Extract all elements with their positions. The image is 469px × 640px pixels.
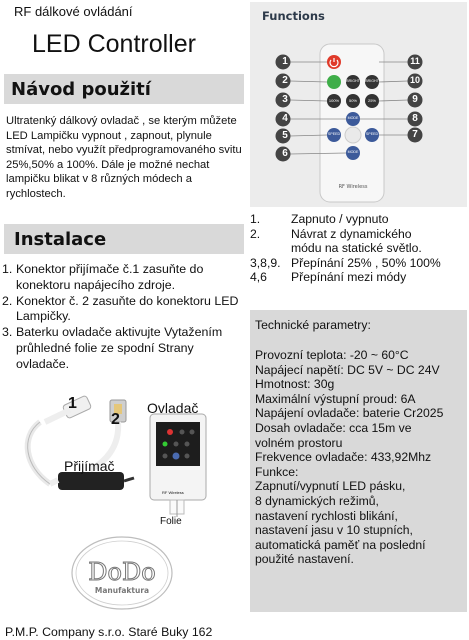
- label-folie: Folie: [160, 516, 182, 527]
- footer-company: P.M.P. Company s.r.o. Staré Buky 162: [5, 625, 213, 639]
- step-text: Konektor č. 2 zasuňte do konektoru LED Lampičky.: [16, 293, 239, 324]
- tech-line: Funkce:: [255, 464, 299, 479]
- btn-label-50: 50%: [348, 98, 357, 103]
- legend-value: Návrat z dynamického: [291, 226, 412, 241]
- label-prijimac: Přijímač: [64, 458, 115, 474]
- step-number: 3.: [2, 325, 13, 340]
- instalace-step: [2, 294, 242, 326]
- instalace-step: [2, 262, 242, 294]
- tech-line: 8 dynamických režimů,: [255, 493, 379, 508]
- functions-legend: [250, 212, 467, 285]
- legend-key: 4,6: [250, 270, 267, 285]
- badge-3: 3: [282, 94, 288, 105]
- btn-label-mode-down: MODE: [347, 150, 359, 154]
- label-ovladac: Ovladač: [147, 400, 199, 416]
- tech-line: Provozní teplota: -20 ~ 60°C: [255, 348, 409, 362]
- badge-9: 9: [412, 94, 418, 105]
- badge-7: 7: [412, 129, 418, 140]
- btn-label-speed-right: SPEED: [365, 132, 379, 136]
- tech-line: nastavení rychlosti blikání,: [255, 508, 398, 523]
- legend-row: [250, 227, 467, 242]
- legend-row: [250, 212, 467, 227]
- legend-row: [250, 270, 467, 285]
- tech-line: Frekvence ovladače: 433,92Mhz: [255, 450, 432, 465]
- btn-label-speed-left: SPEED: [327, 132, 341, 136]
- tech-line: volném prostoru: [255, 435, 343, 450]
- tech-line: nastavení jasu v 10 stupních,: [255, 523, 413, 538]
- btn-label-bright-up: BRIGHT: [365, 79, 379, 83]
- step-number: 2.: [2, 293, 13, 308]
- label-connector-1: 1: [68, 395, 77, 412]
- tech-line: automatická paměť na poslední: [255, 537, 426, 552]
- dodo-logo: [70, 535, 174, 613]
- legend-row: [250, 241, 467, 256]
- legend-key: 1.: [250, 212, 261, 226]
- legend-value: Zapnuto / vypnuto: [291, 212, 389, 226]
- btn-label-mode-up: MODE: [347, 116, 359, 120]
- btn-label-bright-down: BRIGHT: [346, 79, 360, 83]
- tech-line: Maximální výstupní proud: 6A: [255, 391, 416, 406]
- product-illustration: [10, 392, 245, 532]
- step-text: Konektor přijímače č.1 zasuňte do konektoru napájecího zdroje.: [16, 262, 204, 292]
- legend-key: 3,8,9.: [250, 255, 281, 270]
- logo-graphic: [70, 535, 174, 613]
- badge-11: 11: [410, 56, 420, 66]
- legend-value: módu na statické světlo.: [291, 241, 422, 256]
- navod-heading: Návod použití: [11, 79, 151, 100]
- legend-value: Přepínání 25% , 50% 100%: [291, 255, 441, 270]
- tech-line: Dosah ovladače: cca 15m ve: [255, 420, 412, 435]
- step-number: 1.: [2, 262, 13, 276]
- tech-line: Zapnutí/vypnutí LED pásku,: [255, 479, 406, 494]
- subtitle: RF dálkové ovládání: [14, 4, 133, 19]
- tech-line: použité nastavení.: [255, 552, 354, 567]
- step-text: Baterku ovladače aktivujte Vytažením průhledné folie ze spodní Strany ovladače.: [16, 325, 223, 371]
- svg-text:Manufaktura: Manufaktura: [94, 586, 150, 595]
- badge-1: 1: [282, 56, 288, 67]
- photo-remote-brand: RF Wireless: [162, 490, 184, 495]
- legend-row: [250, 256, 467, 271]
- badge-10: 10: [409, 75, 420, 85]
- svg-text:DoDo: DoDo: [88, 558, 156, 586]
- tech-line: Napájecí napětí: DC 5V ~ DC 24V: [255, 362, 440, 377]
- page-title: LED Controller: [32, 30, 196, 58]
- btn-label-100: 100%: [328, 98, 340, 103]
- badge-8: 8: [412, 113, 418, 124]
- instalace-step: [2, 325, 242, 372]
- tech-title: Technické parametry:: [255, 318, 371, 332]
- btn-label-25: 25%: [367, 98, 376, 103]
- tech-list: [255, 348, 465, 567]
- legend-key: [250, 241, 291, 256]
- tech-line: Napájení ovladače: baterie Cr2025: [255, 406, 444, 421]
- badge-5: 5: [282, 130, 288, 141]
- tech-line: Hmotnost: 30g: [255, 377, 335, 392]
- badge-6: 6: [282, 148, 288, 159]
- badge-2: 2: [282, 75, 288, 86]
- product-photo: [10, 392, 245, 532]
- badge-4: 4: [282, 113, 288, 124]
- svg-text:RF Wireless: RF Wireless: [338, 184, 368, 190]
- instalace-steps: [2, 262, 242, 373]
- functions-title: Functions: [262, 9, 325, 23]
- legend-key: 2.: [250, 226, 261, 241]
- legend-value: Přepínání mezi módy: [291, 270, 407, 285]
- navod-paragraph: Ultratenký dálkový ovladač , se kterým můžete LED Lampičku vypnout , zapnout, plynule stmívat, nebo využít předprogramovaného svitu 25%,50% a 100%. Dále je možné nechat lampičku blikat v 8 různých módech a rychlostech.: [6, 115, 242, 200]
- label-connector-2: 2: [111, 411, 120, 428]
- instalace-heading: Instalace: [14, 229, 107, 250]
